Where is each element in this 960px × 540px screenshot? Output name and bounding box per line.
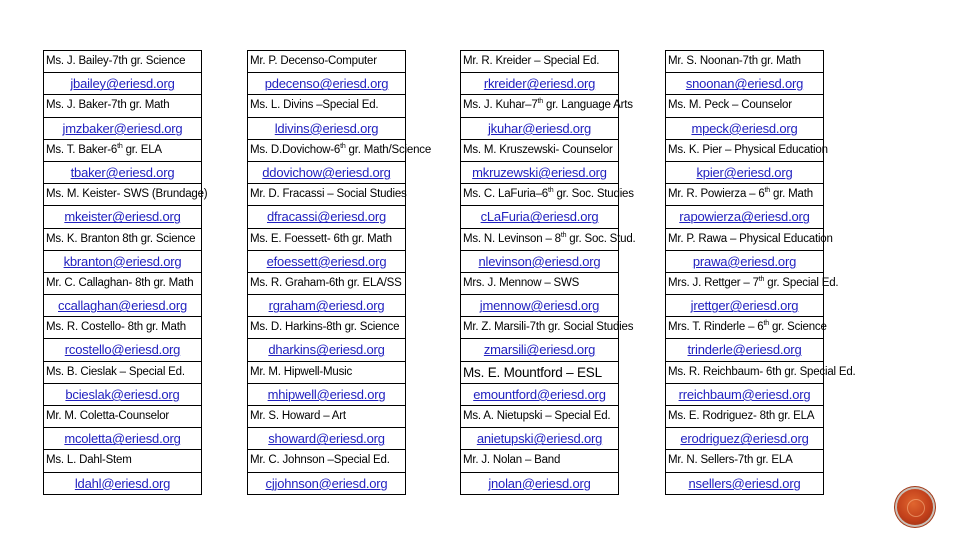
ordinal-suffix: th [548,187,554,195]
staff-name: Ms. K. Pier – Physical Education [666,140,823,162]
staff-name-part: Ms. D.Dovichow-6 [250,143,341,156]
staff-name: Ms. E. Rodriguez- 8th gr. ELA [666,406,823,428]
staff-name: Ms. M. Peck – Counselor [666,95,823,117]
staff-name [461,95,633,117]
staff-name-part: Ms. J. Kuhar–7 [463,99,538,112]
staff-name: Ms. R. Graham-6th gr. ELA/SS [248,273,405,295]
staff-email-link[interactable]: emountford@eriesd.org [461,384,618,406]
ordinal-suffix: th [764,187,770,195]
staff-name-part: gr. Special Ed. [764,276,839,289]
staff-email-link[interactable]: pdecenso@eriesd.org [248,73,405,95]
staff-email-link[interactable]: cLaFuria@eriesd.org [461,206,618,228]
staff-email-link[interactable]: jmennow@eriesd.org [461,295,618,317]
staff-name [461,184,634,206]
staff-email-link[interactable]: prawa@eriesd.org [666,251,823,273]
staff-email-link[interactable]: mcoletta@eriesd.org [44,428,201,450]
staff-name: Ms. D. Harkins-8th gr. Science [248,317,405,339]
staff-email-link[interactable]: ldahl@eriesd.org [44,473,201,495]
staff-name: Ms. L. Divins –Special Ed. [248,95,405,117]
staff-name: Ms. E. Mountford – ESL [461,362,618,384]
staff-name: Mr. Z. Marsili-7th gr. Social Studies [461,317,618,339]
staff-name: Mr. C. Callaghan- 8th gr. Math [44,273,201,295]
staff-name-part: Ms. C. LaFuria–6 [463,188,548,201]
staff-name: Ms. L. Dahl-Stem [44,450,201,472]
staff-name: Ms. J. Bailey-7th gr. Science [44,51,201,73]
staff-name [461,229,636,251]
staff-name [666,184,823,206]
staff-email-link[interactable]: rgraham@eriesd.org [248,295,405,317]
staff-email-link[interactable]: mkruzewski@eriesd.org [461,162,618,184]
staff-name-part: Mr. R. Powierza – 6 [668,188,765,201]
staff-name: Mr. S. Noonan-7th gr. Math [666,51,823,73]
staff-email-link[interactable]: rapowierza@eriesd.org [666,206,823,228]
staff-email-link[interactable]: jnolan@eriesd.org [461,473,618,495]
staff-name-part: gr. Language Arts [543,99,633,112]
staff-email-link[interactable]: mhipwell@eriesd.org [248,384,405,406]
staff-email-link[interactable]: ccallaghan@eriesd.org [44,295,201,317]
staff-email-link[interactable]: erodriguez@eriesd.org [666,428,823,450]
staff-email-link[interactable]: anietupski@eriesd.org [461,428,618,450]
staff-email-link[interactable]: ldivins@eriesd.org [248,118,405,140]
staff-name [666,273,839,295]
ordinal-suffix: th [117,142,123,150]
staff-email-link[interactable]: mkeister@eriesd.org [44,206,201,228]
staff-email-link[interactable]: nlevinson@eriesd.org [461,251,618,273]
staff-column-4 [665,50,856,495]
staff-name-part: gr. ELA [122,143,162,156]
staff-name: Ms. M. Kruszewski- Counselor [461,140,618,162]
staff-name: Mr. S. Howard – Art [248,406,405,428]
staff-column-3 [460,50,636,495]
staff-name: Mr. N. Sellers-7th gr. ELA [666,450,823,472]
staff-name: Ms. E. Foessett- 6th gr. Math [248,229,405,251]
staff-name [248,140,432,162]
staff-column-1 [43,50,208,495]
staff-name-part: gr. Math/Science [345,143,432,156]
staff-email-link[interactable]: showard@eriesd.org [248,428,405,450]
staff-email-link[interactable]: snoonan@eriesd.org [666,73,823,95]
staff-email-link[interactable]: jmzbaker@eriesd.org [44,118,201,140]
staff-name: Mr. D. Fracassi – Social Studies [248,184,405,206]
staff-name: Mr. C. Johnson –Special Ed. [248,450,405,472]
staff-name: Mr. P. Rawa – Physical Education [666,229,823,251]
staff-name-part: Ms. T. Baker-6 [46,143,118,156]
staff-name: Mr. M. Hipwell-Music [248,362,405,384]
staff-email-link[interactable]: jbailey@eriesd.org [44,73,201,95]
staff-email-link[interactable]: kbranton@eriesd.org [44,251,201,273]
staff-name-part: Mrs. T. Rinderle – 6 [668,321,764,334]
staff-email-link[interactable]: dfracassi@eriesd.org [248,206,405,228]
staff-name-part: gr. Soc. Studies [553,188,634,201]
staff-name-part: gr. Soc. Stud. [566,232,636,245]
staff-column-2 [247,50,432,495]
ordinal-suffix: th [560,231,567,239]
ordinal-suffix: th [537,98,543,106]
staff-email-link[interactable]: dharkins@eriesd.org [248,339,405,361]
staff-name: Mr. M. Coletta-Counselor [44,406,201,428]
staff-name-part: gr. Math [770,188,813,201]
staff-name-part: Mrs. J. Rettger – 7 [668,276,759,289]
staff-email-link[interactable]: kpier@eriesd.org [666,162,823,184]
staff-name: Ms. R. Costello- 8th gr. Math [44,317,201,339]
staff-name: Ms. M. Keister- SWS (Brundage) [44,184,201,206]
staff-name: Mrs. J. Mennow – SWS [461,273,618,295]
staff-email-link[interactable]: ddovichow@eriesd.org [248,162,405,184]
staff-email-link[interactable]: nsellers@eriesd.org [666,473,823,495]
ordinal-suffix: th [758,276,765,284]
staff-name [44,140,201,162]
staff-email-link[interactable]: rcostello@eriesd.org [44,339,201,361]
staff-name: Ms. R. Reichbaum- 6th gr. Special Ed. [666,362,823,384]
staff-email-link[interactable]: bcieslak@eriesd.org [44,384,201,406]
staff-email-link[interactable]: zmarsili@eriesd.org [461,339,618,361]
staff-name: Mr. P. Decenso-Computer [248,51,405,73]
staff-email-link[interactable]: tbaker@eriesd.org [44,162,201,184]
staff-email-link[interactable]: cjjohnson@eriesd.org [248,473,405,495]
staff-email-link[interactable]: jrettger@eriesd.org [666,295,823,317]
staff-name-part: gr. Science [768,321,827,334]
staff-name: Ms. K. Branton 8th gr. Science [44,229,201,251]
district-logo-icon [897,489,933,525]
staff-name [666,317,827,339]
staff-email-link[interactable]: efoessett@eriesd.org [248,251,405,273]
staff-name-part: Ms. N. Levinson – 8 [463,232,561,245]
staff-email-link[interactable]: jkuhar@eriesd.org [461,118,618,140]
staff-name: Mr. R. Kreider – Special Ed. [461,51,618,73]
staff-name: Ms. J. Baker-7th gr. Math [44,95,201,117]
staff-name: Mr. J. Nolan – Band [461,450,618,472]
staff-name: Ms. A. Nietupski – Special Ed. [461,406,618,428]
ordinal-suffix: th [763,320,769,328]
staff-email-link[interactable]: mpeck@eriesd.org [666,118,823,140]
staff-email-link[interactable]: rreichbaum@eriesd.org [666,384,823,406]
staff-email-link[interactable]: trinderle@eriesd.org [666,339,823,361]
staff-email-link[interactable]: rkreider@eriesd.org [461,73,618,95]
ordinal-suffix: th [340,142,346,150]
staff-name: Ms. B. Cieslak – Special Ed. [44,362,201,384]
